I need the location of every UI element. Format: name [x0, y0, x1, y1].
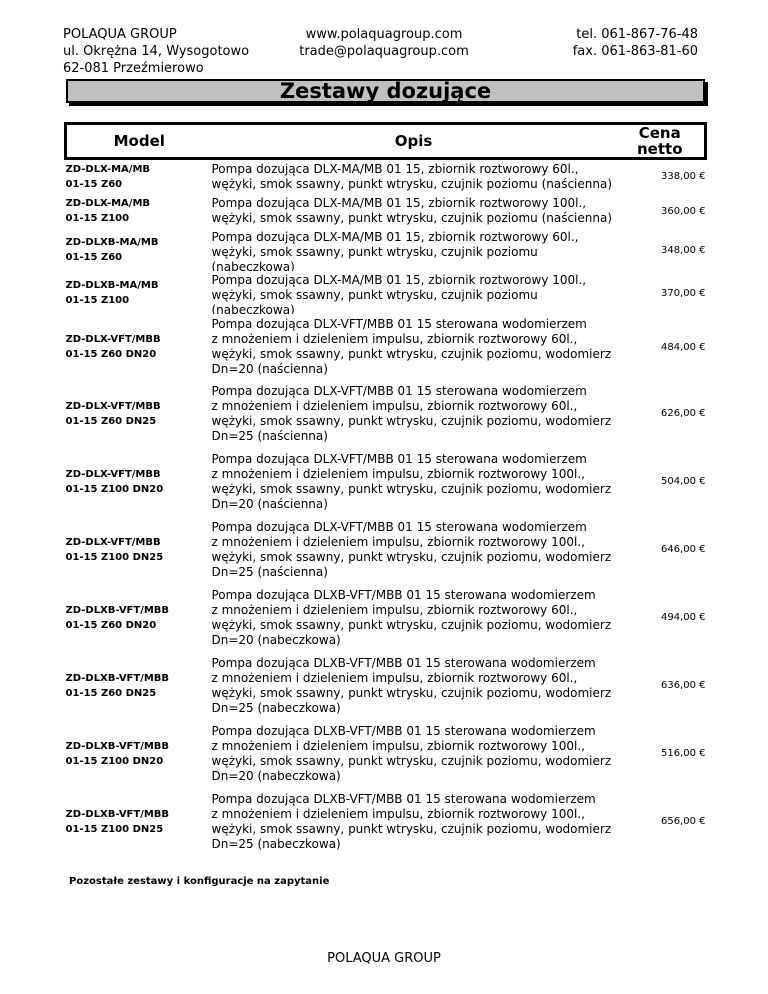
description-cell	[212, 194, 616, 229]
price-cell: 516,00 €	[660, 748, 706, 759]
description-line: z mnożeniem i dzieleniem impulsu, zbiornik roztworowy 100l.,	[211, 466, 585, 481]
description-line: wężyki, smok ssawny, punkt wtrysku, czujnik poziomu	[211, 244, 538, 259]
description-line: wężyki, smok ssawny, punkt wtrysku, czujnik poziomu, wodomierz	[211, 347, 612, 361]
description-line: Pompa dozująca DLX-MA/MB 01 15, zbiornik roztworowy 60l.,	[211, 229, 579, 244]
description-line: Pompa dozująca DLX-MA/MB 01 15, zbiornik roztworowy 100l.,	[211, 272, 587, 287]
model-cell	[66, 584, 212, 652]
model-line: ZD-DLXB-MA/MB	[65, 280, 159, 291]
model-line: ZD-DLX-VFT/MBB	[65, 536, 161, 548]
model-line: 01-15 Z60 DN20	[65, 349, 157, 360]
description-line: Dn=20 (naścienna)	[211, 496, 328, 511]
description-line: z mnożeniem i dzieleniem impulsu, zbiornik roztworowy 100l.,	[211, 738, 585, 753]
column-header-description: Opis	[212, 124, 616, 159]
table-row	[66, 584, 706, 652]
description-cell	[212, 788, 616, 856]
model-line: 01-15 Z60 DN20	[65, 619, 157, 631]
model-line: 01-15 Z60	[65, 252, 123, 263]
description-line: Dn=20 (nabeczkowa)	[211, 768, 341, 783]
description-line: z mnożeniem i dzieleniem impulsu, zbiornik roztworowy 60l.,	[211, 332, 578, 346]
price-cell: 338,00 €	[660, 171, 706, 183]
model-line: 01-15 Z60	[65, 178, 123, 190]
model-cell	[66, 272, 212, 315]
model-line: ZD-DLXB-VFT/MBB	[65, 672, 170, 684]
description-line: (nabeczkowa)	[211, 302, 295, 314]
price-cell: 348,00 €	[660, 244, 706, 256]
model-cell	[66, 159, 212, 194]
street-address: ul. Okrężna 14, Wysogotowo	[63, 44, 250, 59]
description-line: z mnożeniem i dzieleniem impulsu, zbiornik roztworowy 100l.,	[211, 534, 585, 549]
description-line: wężyki, smok ssawny, punkt wtrysku, czujnik poziomu	[211, 287, 538, 302]
description-cell	[212, 315, 616, 380]
description-cell	[212, 448, 616, 516]
description-line: z mnożeniem i dzieleniem impulsu, zbiornik roztworowy 60l.,	[211, 602, 578, 617]
model-line: ZD-DLXB-MA/MB	[65, 237, 159, 248]
table-row	[66, 448, 706, 516]
description-cell	[212, 272, 616, 315]
description-line: Pompa dozująca DLX-MA/MB 01 15, zbiornik roztworowy 60l.,	[211, 161, 579, 176]
description-cell	[212, 584, 616, 652]
table-row	[66, 315, 706, 380]
company-contact-phone	[573, 26, 698, 60]
price-table	[64, 122, 707, 856]
column-header-model: Model	[66, 124, 212, 159]
description-line: Dn=25 (nabeczkowa)	[211, 700, 341, 715]
page-title: Zestawy dozujące	[66, 79, 705, 103]
model-line: ZD-DLXB-VFT/MBB	[65, 740, 170, 752]
model-cell	[66, 516, 212, 584]
description-line: wężyki, smok ssawny, punkt wtrysku, czujnik poziomu, wodomierz	[211, 617, 612, 632]
table-row	[66, 229, 706, 272]
model-cell	[66, 720, 212, 788]
postal-address: 62-081 Przeźmierowo	[63, 61, 204, 76]
phone-number: tel. 061-867-76-48	[576, 27, 698, 42]
model-line: 01-15 Z100 DN25	[65, 551, 164, 563]
model-line: ZD-DLXB-VFT/MBB	[65, 604, 170, 616]
description-line: Pompa dozująca DLX-VFT/MBB 01 15 sterowana wodomierzem	[211, 317, 587, 331]
model-line: ZD-DLXB-VFT/MBB	[65, 808, 170, 820]
description-line: wężyki, smok ssawny, punkt wtrysku, czujnik poziomu (naścienna)	[211, 176, 613, 191]
table-row	[66, 380, 706, 448]
description-line: Dn=20 (naścienna)	[211, 362, 328, 376]
price-cell: 484,00 €	[660, 341, 706, 353]
website-link[interactable]: www.polaquagroup.com	[305, 27, 463, 42]
email-link[interactable]: trade@polaquagroup.com	[299, 44, 469, 59]
page-footer: POLAQUA GROUP	[327, 951, 441, 966]
description-line: (nabeczkowa)	[211, 259, 295, 271]
description-cell	[212, 159, 616, 194]
model-cell	[66, 788, 212, 856]
description-line: Pompa dozująca DLXB-VFT/MBB 01 15 sterowana wodomierzem	[211, 723, 596, 738]
model-line: 01-15 Z60 DN25	[65, 415, 157, 427]
company-name: POLAQUA GROUP	[63, 27, 177, 42]
table-header-row	[66, 124, 706, 159]
description-line: wężyki, smok ssawny, punkt wtrysku, czujnik poziomu, wodomierz	[211, 753, 612, 768]
description-line: wężyki, smok ssawny, punkt wtrysku, czujnik poziomu, wodomierz	[211, 481, 612, 496]
model-cell	[66, 448, 212, 516]
description-line: Pompa dozująca DLXB-VFT/MBB 01 15 sterowana wodomierzem	[211, 791, 596, 806]
price-cell: 646,00 €	[660, 544, 706, 555]
description-line: wężyki, smok ssawny, punkt wtrysku, czujnik poziomu (naścienna)	[211, 211, 613, 225]
model-cell	[66, 229, 212, 272]
table-row	[66, 516, 706, 584]
model-line: 01-15 Z100	[65, 295, 130, 306]
description-line: z mnożeniem i dzieleniem impulsu, zbiornik roztworowy 100l.,	[211, 806, 585, 821]
description-cell	[212, 229, 616, 272]
description-line: Pompa dozująca DLX-VFT/MBB 01 15 sterowana wodomierzem	[211, 451, 587, 466]
price-cell: 504,00 €	[660, 476, 706, 487]
table-row	[66, 652, 706, 720]
description-cell	[212, 516, 616, 584]
price-cell: 370,00 €	[660, 287, 706, 299]
model-line: 01-15 Z100 DN25	[65, 823, 164, 835]
model-cell	[66, 652, 212, 720]
description-line: wężyki, smok ssawny, punkt wtrysku, czujnik poziomu, wodomierz	[211, 549, 612, 564]
description-line: Pompa dozująca DLXB-VFT/MBB 01 15 sterowana wodomierzem	[211, 655, 596, 670]
table-row	[66, 788, 706, 856]
description-line: Dn=25 (nabeczkowa)	[211, 836, 341, 851]
model-cell	[66, 315, 212, 380]
model-line: 01-15 Z100 DN20	[65, 483, 164, 495]
table-row	[66, 159, 706, 194]
description-line: Pompa dozująca DLX-VFT/MBB 01 15 sterowana wodomierzem	[211, 383, 587, 398]
description-line: Dn=25 (naścienna)	[211, 428, 328, 443]
description-line: wężyki, smok ssawny, punkt wtrysku, czujnik poziomu, wodomierz	[211, 685, 612, 700]
model-line: ZD-DLX-MA/MB	[65, 163, 151, 175]
model-cell	[66, 194, 212, 229]
column-header-price: Cena netto	[616, 124, 706, 159]
model-line: 01-15 Z60 DN25	[65, 687, 157, 699]
model-line: ZD-DLX-VFT/MBB	[65, 400, 161, 412]
description-line: wężyki, smok ssawny, punkt wtrysku, czujnik poziomu, wodomierz	[211, 413, 612, 428]
model-line: ZD-DLX-VFT/MBB	[65, 334, 161, 345]
price-cell: 626,00 €	[660, 408, 706, 419]
description-line: z mnożeniem i dzieleniem impulsu, zbiornik roztworowy 60l.,	[211, 398, 578, 413]
description-line: Dn=20 (nabeczkowa)	[211, 632, 341, 647]
description-line: Dn=25 (naścienna)	[211, 564, 328, 579]
description-line: Pompa dozująca DLX-MA/MB 01 15, zbiornik roztworowy 100l.,	[211, 196, 587, 210]
description-line: Pompa dozująca DLX-VFT/MBB 01 15 sterowana wodomierzem	[211, 519, 587, 534]
model-line: 01-15 Z100	[65, 213, 130, 224]
description-line: Pompa dozująca DLXB-VFT/MBB 01 15 sterowana wodomierzem	[211, 587, 596, 602]
table-row	[66, 272, 706, 315]
price-cell: 494,00 €	[660, 612, 706, 623]
inquiry-note: Pozostałe zestawy i konfiguracje na zapytanie	[69, 876, 330, 887]
description-line: z mnożeniem i dzieleniem impulsu, zbiornik roztworowy 60l.,	[211, 670, 578, 685]
table-row	[66, 720, 706, 788]
model-cell	[66, 380, 212, 448]
model-line: 01-15 Z100 DN20	[65, 755, 164, 767]
description-cell	[212, 720, 616, 788]
fax-number: fax. 061-863-81-60	[572, 44, 698, 59]
table-row	[66, 194, 706, 229]
description-line: wężyki, smok ssawny, punkt wtrysku, czujnik poziomu, wodomierz	[211, 821, 612, 836]
model-line: ZD-DLX-VFT/MBB	[65, 468, 161, 480]
price-cell: 360,00 €	[660, 205, 706, 217]
description-cell	[212, 380, 616, 448]
model-line: ZD-DLX-MA/MB	[65, 198, 151, 209]
price-cell: 656,00 €	[660, 816, 706, 827]
description-cell	[212, 652, 616, 720]
price-cell: 636,00 €	[660, 680, 706, 691]
table-body	[66, 159, 706, 856]
